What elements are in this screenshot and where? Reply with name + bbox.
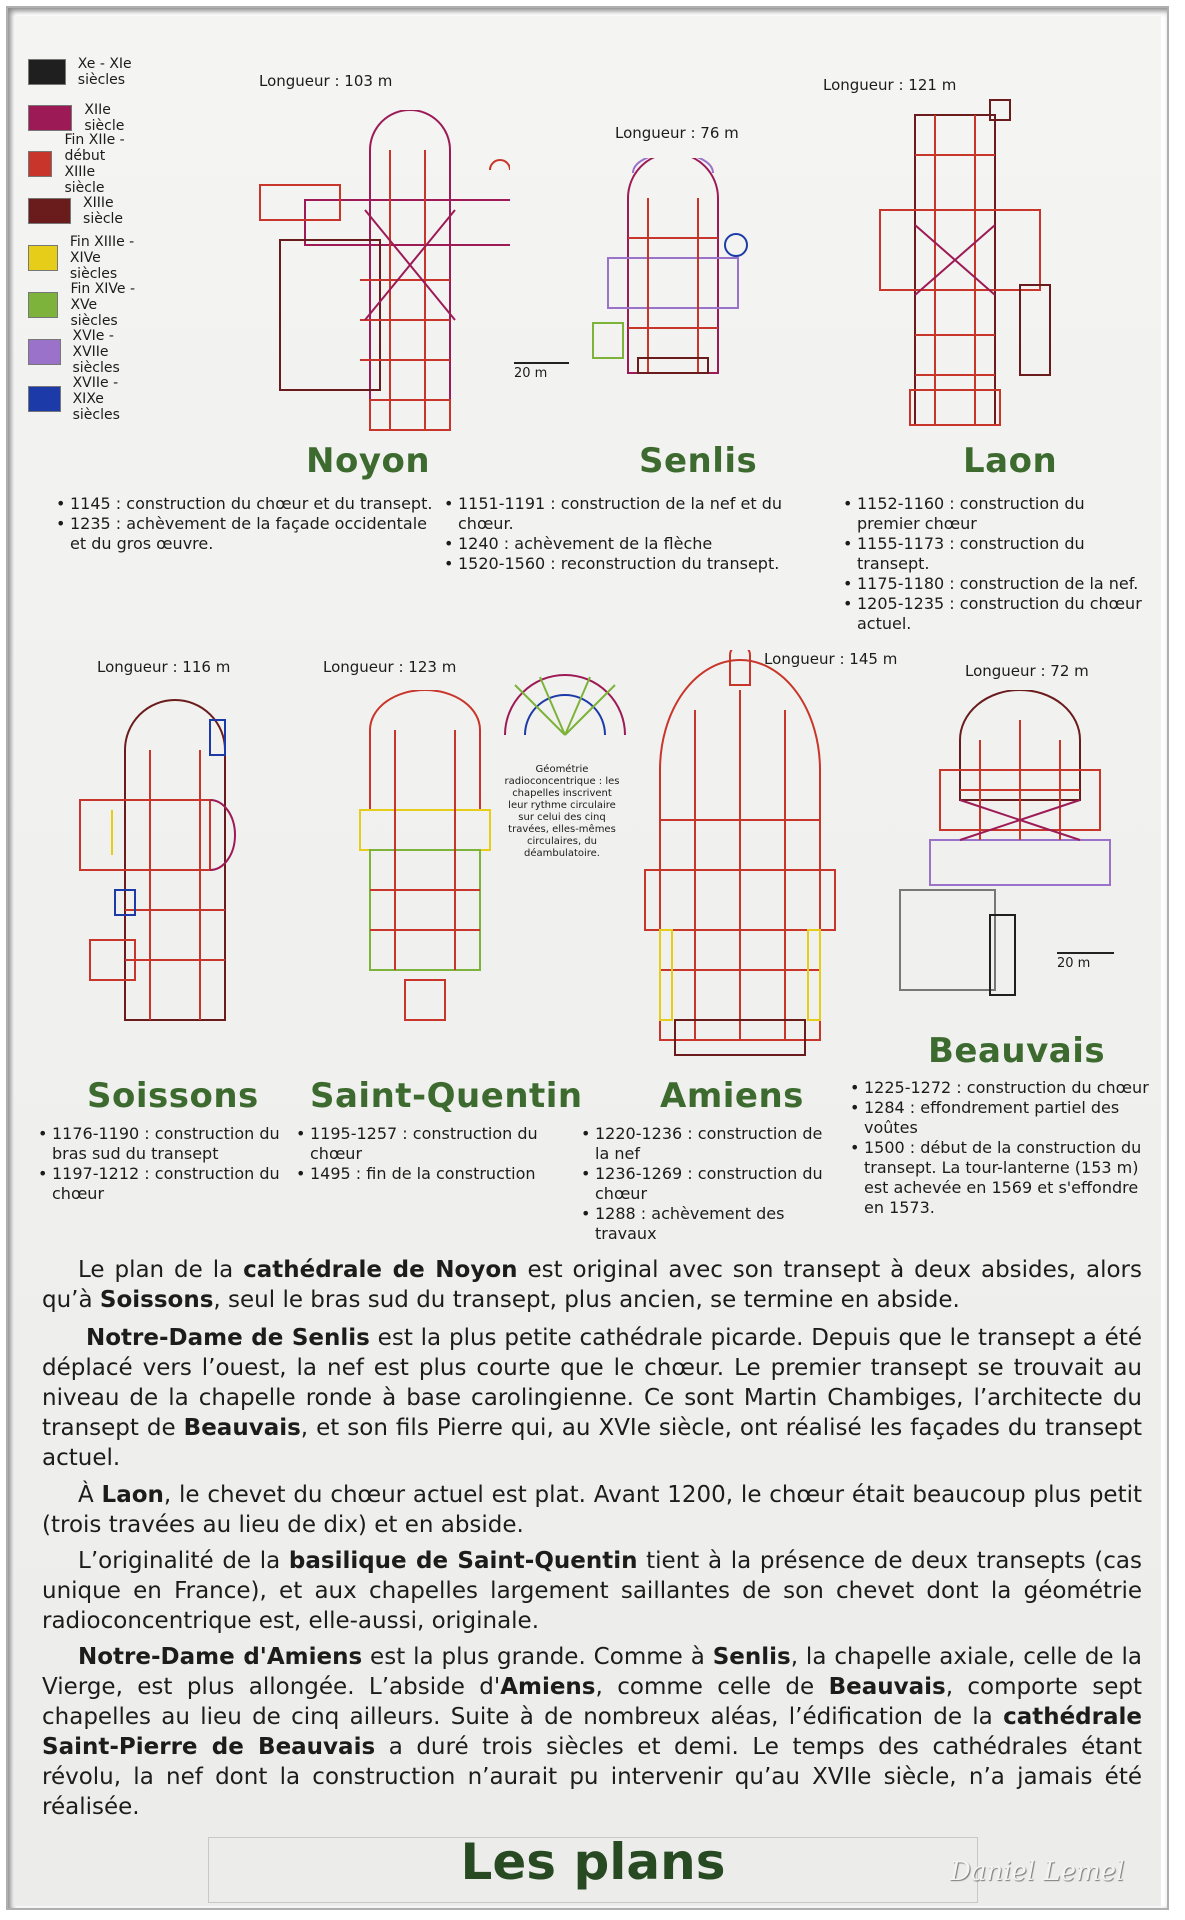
legend-item bbox=[28, 234, 145, 282]
geometry-note: Géométrie radioconcentrique : les chapelles inscrivent leur rythme circulaire sur celui des cinq travées, elles-mêmes circulaires, du déambulatoire. bbox=[504, 764, 620, 859]
beauvais-length: Longueur : 72 m bbox=[965, 662, 1089, 680]
note-item: • 1495 : fin de la construction bbox=[296, 1164, 546, 1184]
soissons-length: Longueur : 116 m bbox=[97, 658, 231, 676]
legend-label: XVIe - XVIIe siècles bbox=[72, 328, 120, 376]
note-item: • 1197-1212 : construction du chœur bbox=[38, 1164, 288, 1204]
saint-quentin-plan-drawing bbox=[350, 690, 500, 1030]
note-item: • 1205-1235 : construction du chœur actuel. bbox=[843, 594, 1151, 634]
note-item: • 1240 : achèvement de la flèche bbox=[444, 534, 830, 554]
legend-item bbox=[28, 328, 145, 376]
amiens-length: Longueur : 145 m bbox=[764, 650, 898, 668]
senlis-plan-drawing bbox=[588, 158, 758, 378]
legend-swatch bbox=[28, 339, 61, 365]
legend-item bbox=[28, 132, 139, 196]
laon-name: Laon bbox=[963, 441, 1058, 481]
note-item: • 1288 : achèvement des travaux bbox=[581, 1204, 831, 1244]
scale-bar bbox=[514, 362, 569, 381]
note-item: • 1284 : effondrement partiel des voûtes bbox=[850, 1098, 1150, 1138]
soissons-notes bbox=[38, 1124, 288, 1204]
legend-item bbox=[28, 375, 145, 423]
page-title: Les plans bbox=[460, 1833, 726, 1891]
legend-label: Xe - XIe siècles bbox=[77, 56, 132, 88]
saint-quentin-notes bbox=[296, 1124, 546, 1184]
noyon-notes bbox=[56, 494, 436, 554]
laon-plan-drawing bbox=[870, 95, 1060, 435]
legend-label: XIIIe siècle bbox=[83, 195, 124, 227]
legend-swatch bbox=[28, 151, 52, 177]
legend-item bbox=[28, 58, 145, 86]
note-item: • 1176-1190 : construction du bras sud du transept bbox=[38, 1124, 288, 1164]
legend-swatch bbox=[28, 105, 72, 131]
note-item: • 1236-1269 : construction du chœur bbox=[581, 1164, 831, 1204]
note-item: • 1151-1191 : construction de la nef et du chœur. bbox=[444, 494, 830, 534]
paragraph-senlis: Notre-Dame de Senlis est la plus petite cathédrale picarde. Depuis que le transept a été déplacé vers l’ouest, la nef est plus courte que le chœur. Le premier transept se trouvait au niveau de la chapelle ronde à base carolingienne. Ce sont Martin Chambiges, l’architecte du transept de Beauvais, et son fils Pierre qui, au XVIe siècle, ont réalisé les façades du transept actuel. bbox=[42, 1325, 1142, 1471]
photographer-signature: Daniel Lemel bbox=[950, 1857, 1125, 1887]
legend-swatch bbox=[28, 245, 58, 271]
laon-notes bbox=[843, 494, 1151, 634]
senlis-notes bbox=[444, 494, 830, 574]
scale-label: 20 m bbox=[514, 366, 548, 381]
senlis-length: Longueur : 76 m bbox=[615, 124, 739, 142]
legend-item bbox=[28, 104, 138, 132]
amiens-notes bbox=[581, 1124, 831, 1244]
amiens-plan-drawing bbox=[640, 650, 840, 1070]
legend-swatch bbox=[28, 198, 71, 224]
legend-swatch bbox=[28, 386, 61, 412]
note-item: • 1500 : début de la construction du transept. La tour-lanterne (153 m) est achevée en 1569 et s'effondre en 1573. bbox=[850, 1138, 1150, 1218]
note-item: • 1175-1180 : construction de la nef. bbox=[843, 574, 1151, 594]
noyon-length: Longueur : 103 m bbox=[259, 72, 393, 90]
beauvais-name: Beauvais bbox=[928, 1031, 1106, 1071]
soissons-name: Soissons bbox=[87, 1076, 259, 1116]
scale-bar bbox=[1057, 952, 1114, 971]
noyon-name: Noyon bbox=[306, 441, 431, 481]
legend-label: Fin XIIe - début XIIIe siècle bbox=[64, 132, 125, 196]
laon-length: Longueur : 121 m bbox=[823, 76, 957, 94]
note-item: • 1235 : achèvement de la façade occidentale et du gros œuvre. bbox=[56, 514, 436, 554]
amiens-name: Amiens bbox=[660, 1076, 804, 1116]
legend-item bbox=[28, 197, 138, 225]
saint-quentin-chevet-drawing bbox=[495, 665, 635, 745]
paragraph-saint-quentin: L’originalité de la basilique de Saint-Quentin tient à la présence de deux transepts (cas unique en France), et aux chapelles largement saillantes de son chevet dont la géométrie radioconcentrique est, elle-aussi, originale. bbox=[42, 1548, 1142, 1634]
legend-label: Fin XIVe - XVe siècles bbox=[70, 281, 136, 329]
saint-quentin-name: Saint-Quentin bbox=[310, 1076, 583, 1116]
legend-swatch bbox=[28, 292, 58, 318]
noyon-plan-drawing bbox=[250, 110, 510, 440]
legend-item bbox=[28, 281, 145, 329]
note-item: • 1195-1257 : construction du chœur bbox=[296, 1124, 546, 1164]
senlis-name: Senlis bbox=[639, 441, 758, 481]
beauvais-notes bbox=[850, 1078, 1150, 1218]
note-item: • 1520-1560 : reconstruction du transept. bbox=[444, 554, 830, 574]
soissons-plan-drawing bbox=[60, 690, 260, 1030]
legend-label: XVIIe - XIXe siècles bbox=[72, 375, 120, 423]
paragraph-laon: À Laon, le chevet du chœur actuel est plat. Avant 1200, le chœur était beaucoup plus petit (trois travées au lieu de dix) et en abside. bbox=[42, 1482, 1143, 1538]
note-item: • 1145 : construction du chœur et du transept. bbox=[56, 494, 436, 514]
legend-label: XIIe siècle bbox=[84, 102, 125, 134]
note-item: • 1225-1272 : construction du chœur bbox=[850, 1078, 1150, 1098]
note-item: • 1220-1236 : construction de la nef bbox=[581, 1124, 831, 1164]
legend-swatch bbox=[28, 59, 66, 85]
note-item: • 1152-1160 : construction du premier chœur bbox=[843, 494, 1151, 534]
paragraph-amiens-beauvais: Notre-Dame d'Amiens est la plus grande. Comme à Senlis, la chapelle axiale, celle de la Vierge, est plus allongée. L’abside d'Amiens, comme celle de Beauvais, comporte sept chapelles au lieu de cinq ailleurs. Suite à de nombreux aléas, l’édification de la cathédrale Saint-Pierre de Beauvais a duré trois siècles et demi. Le temps des cathédrales étant révolu, la nef dont la construction n’aurait pu intervenir qu’au XVIIe siècle, n’a jamais été réalisée. bbox=[42, 1644, 1143, 1820]
paragraph-noyon: Le plan de la cathédrale de Noyon est original avec son transept à deux absides, alors qu’à Soissons, seul le bras sud du transept, plus ancien, se termine en abside. bbox=[42, 1257, 1143, 1313]
scale-label: 20 m bbox=[1057, 956, 1091, 971]
legend-label: Fin XIIIe - XIVe siècles bbox=[69, 234, 135, 282]
saint-quentin-length: Longueur : 123 m bbox=[323, 658, 457, 676]
note-item: • 1155-1173 : construction du transept. bbox=[843, 534, 1151, 574]
